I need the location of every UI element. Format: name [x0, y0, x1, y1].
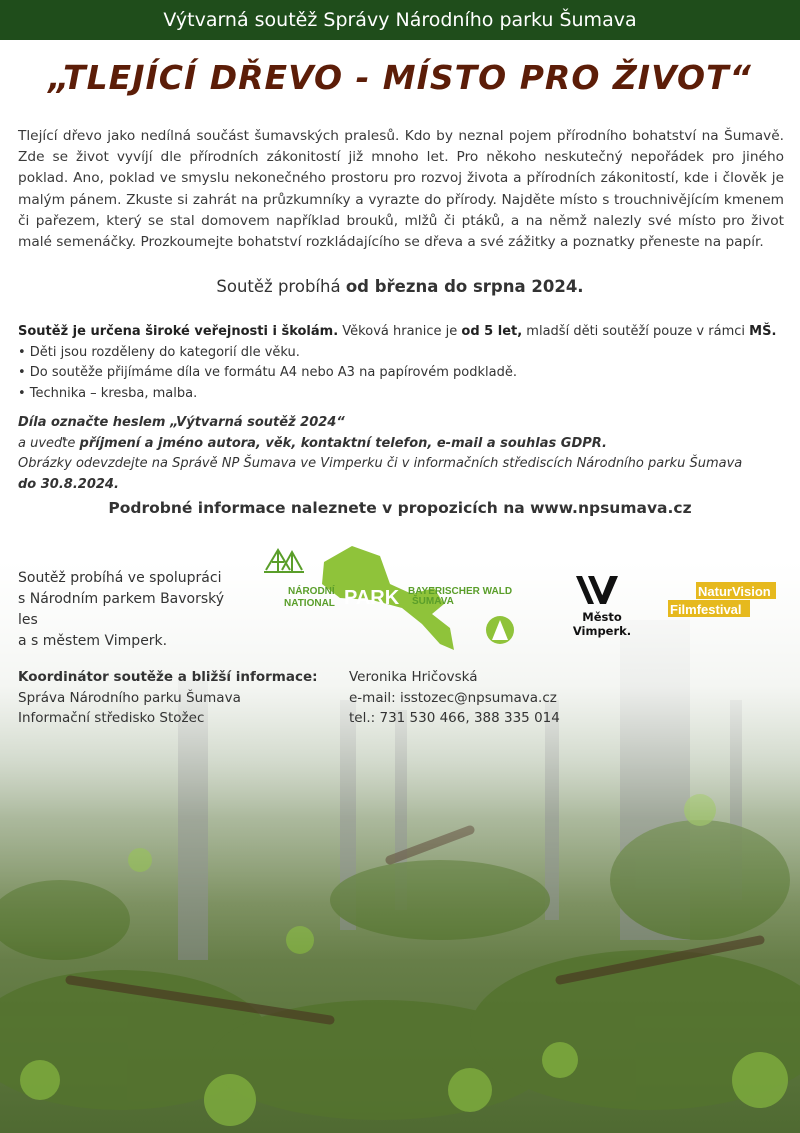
- naturvision-label: NaturVision: [698, 584, 771, 599]
- contact-name: Veronika Hričovská: [349, 669, 478, 685]
- vimperk-w-icon: [552, 574, 652, 608]
- cooperation-line: s Národním parkem Bavorský les: [18, 591, 225, 628]
- vimperk-logo: [552, 574, 652, 638]
- contact-email[interactable]: e-mail: isstozec@npsumava.cz: [349, 689, 557, 706]
- coordinator-heading: Koordinátor soutěže a bližší informace:: [18, 669, 318, 685]
- rule-bullet: • Technika – kresba, malba.: [18, 385, 198, 401]
- contact-block: [349, 667, 649, 729]
- np-park-label: PARK: [344, 587, 400, 609]
- bavarian-emblem-icon: [486, 616, 514, 644]
- submission-places: Obrázky odevzdejte na Správě NP Šumava ve Vimperku či v informačních střediscích Národního parku Šumava: [18, 456, 743, 471]
- np-left-label-2: NATIONAL: [284, 598, 335, 609]
- national-park-logo: [262, 544, 522, 656]
- coordinator-center: Informační středisko Stožec: [18, 710, 205, 726]
- submission-prefix: a uveďte: [18, 435, 80, 451]
- more-info-link-line[interactable]: Podrobné informace naleznete v propozicích na www.npsumava.cz: [108, 499, 692, 517]
- vimperk-label: Město Vimperk.: [572, 610, 632, 638]
- period-prefix: Soutěž probíhá: [216, 277, 346, 296]
- intro-paragraph: Tlející dřevo jako nedílná součást šumavských pralesů. Kdo by neznal pojem přírodního bohatství na Šumavě. Zde se život vyvíjí dle přírodních zákonitostí již mnoho let. Pro někoho neskutečný nepořádek pro jiného poklad. Ano, poklad ve smyslu nekonečného prostoru pro rozvoj života a přírodních zákonitostí, kde i člověk je malým pánem. Zkuste si zahrát na průzkumníky a vyrazte do přírody. Najděte místo s trouchnivějícím kmenem či pařezem, který se stal domovem například brouků, mlžů či ptáků, a na němž nalezly své místo pro život malé semenáčky. Prozkoumejte bohatství rozkládajícího se dřeva a své zážitky a poznatky přeneste na papír.: [18, 128, 784, 251]
- filmfestival-label: Filmfestival: [670, 602, 742, 617]
- submission-requirements: příjmení a jméno autora, věk, kontaktní telefon, e-mail a souhlas GDPR.: [79, 435, 607, 451]
- cooperation-text: [18, 568, 248, 652]
- tree-emblem-icon: [264, 550, 304, 572]
- contact-phone: tel.: 731 530 466, 388 335 014: [349, 710, 560, 726]
- rule-bullet: • Do soutěže přijímáme díla ve formátu A4 nebo A3 na papírovém podkladě.: [18, 365, 517, 380]
- submission-block: [18, 413, 788, 495]
- kindergarten-label: MŠ.: [749, 324, 777, 339]
- age-text: Věková hranice je: [338, 324, 462, 339]
- cooperation-line: Soutěž probíhá ve spolupráci: [18, 570, 222, 586]
- rules-block: [18, 322, 784, 404]
- period-dates: od března do srpna 2024.: [345, 277, 584, 296]
- rule-bullet: • Děti jsou rozděleny do kategorií dle věku.: [18, 344, 300, 360]
- submission-motto: Díla označte heslem „Výtvarná soutěž 2024“: [18, 415, 345, 430]
- submission-deadline: do 30.8.2024.: [18, 476, 119, 492]
- age-limit: od 5 let,: [461, 324, 523, 339]
- naturvision-logo: [668, 582, 778, 618]
- young-text: mladší děti soutěží pouze v rámci: [522, 324, 750, 339]
- page-title: „TLEJÍCÍ DŘEVO - MÍSTO PRO ŽIVOT“: [48, 58, 752, 97]
- np-left-label-1: NÁRODNÍ: [288, 586, 335, 597]
- np-right-label-1: BAYERISCHER WALD: [408, 586, 513, 597]
- eligibility-line: [18, 322, 784, 343]
- coordinator-org: Správa Národního parku Šumava: [18, 689, 241, 706]
- cooperation-line: a s městem Vimperk.: [18, 633, 168, 649]
- header-banner: Výtvarná soutěž Správy Národního parku Šumava: [0, 0, 800, 40]
- competition-period: [0, 277, 800, 296]
- np-right-label-2: ŠUMAVA: [412, 596, 454, 607]
- target-audience: Soutěž je určena široké veřejnosti i školám.: [18, 324, 339, 339]
- coordinator-block: [18, 667, 318, 729]
